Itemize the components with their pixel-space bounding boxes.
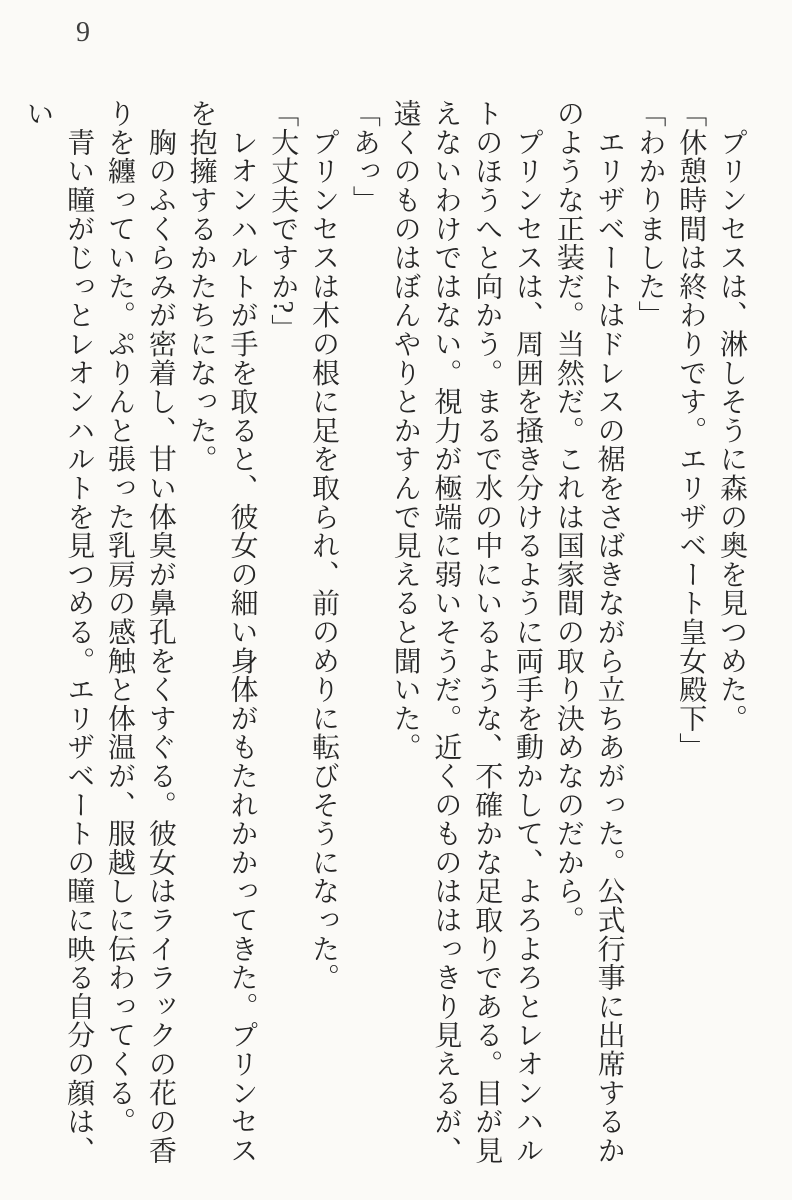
paragraph: プリンセスは、淋しそうに森の奥を見つめた。 — [716, 99, 747, 733]
paragraph: プリンセスは、周囲を掻き分けるように両手を動かして、よろよろとレオンハルトのほうへと向かう。まるで水の中にいるような、不確かな足取りである。目が見えないわけではない。視力が極端に弱いそうだ。近くのものははっきり見えるが、遠くのものはぼんやりとかすんで見えると聞いた。 — [389, 99, 544, 1165]
paragraph: プリンセスは木の根に足を取られ、前のめりに転びそうになった。 — [308, 99, 340, 992]
page-number: 9 — [76, 17, 90, 48]
paragraph: 青い瞳がじっとレオンハルトを見つめる。エリザベートの瞳に映る自分の顔は、い — [22, 99, 95, 1165]
paragraph: レオンハルトが手を取ると、彼女の細い身体がもたれかかってきた。プリンセスを抱擁するかたちになった。 — [185, 99, 258, 1165]
paragraph: 胸のふくらみが密着し、甘い体臭が鼻孔をくすぐる。彼女はライラックの花の香りを纏っていた。ぷりんと張った乳房の感触と体温が、服越しに伝わってくる。 — [104, 99, 176, 1165]
paragraph: エリザベートはドレスの裾をさばきながら立ちあがった。公式行事に出席するかのような正装だ。当然だ。これは国家間の取り決めなのだから。 — [552, 99, 625, 1165]
paragraph: 「休憩時間は終わりです。エリザベート皇女殿下」 — [675, 99, 707, 762]
paragraph: 「大丈夫ですか?」 — [267, 99, 299, 343]
vertical-text-block — [17, 99, 751, 1165]
paragraph: 「わかりました」 — [634, 99, 666, 330]
paragraph: 「あっ」 — [348, 99, 380, 215]
